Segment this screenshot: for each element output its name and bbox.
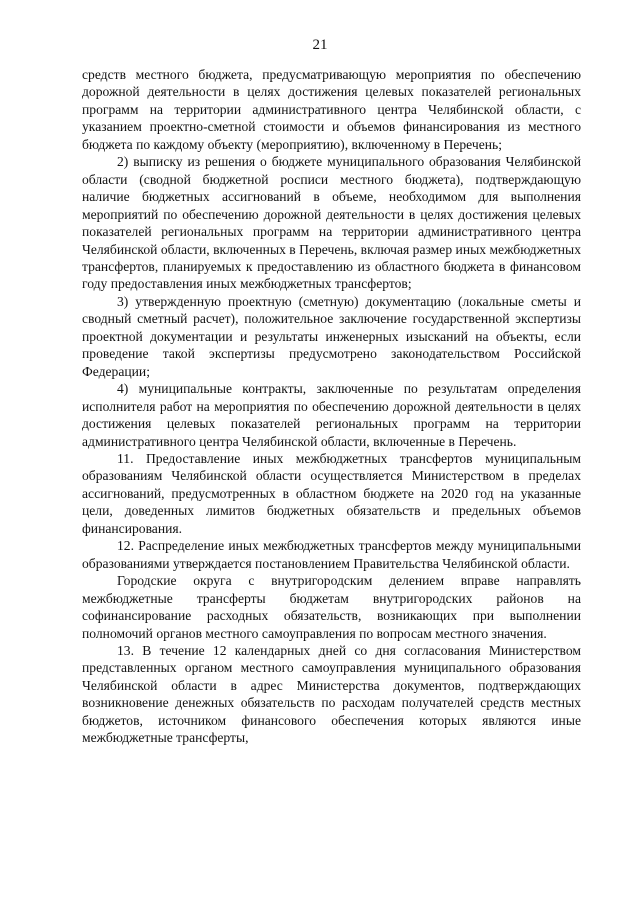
paragraph-section-11: 11. Предоставление иных межбюджетных трансфертов муниципальным образованиям Челябинской области осуществляется Министерством в пределах ассигнований, предусмотренных в областном бюджете на 2020 год на указанные цели, доведенных лимитов бюджетных обязательств и предельных объемов финансирования. xyxy=(82,450,581,536)
paragraph-continuation: средств местного бюджета, предусматривающую мероприятия по обеспечению дорожной деятельности в целях достижения целевых показателей региональных программ на территории административного центра Челябинской области, с указанием проектно-сметной стоимости и объемов финансирования из местного бюджета по каждому объекту (мероприятию), включенному в Перечень; xyxy=(82,67,581,152)
paragraph-item-3: 3) утвержденную проектную (сметную) документацию (локальные сметы и сводный сметный расчет), положительное заключение государственной экспертизы проектной документации и результаты инженерных изысканий на объекты, если проведение такой экспертизы предусмотрено законодательством Российской Федерации; xyxy=(82,293,581,379)
page-number: 21 xyxy=(312,37,328,53)
paragraph-section-12: 12. Распределение иных межбюджетных трансфертов между муниципальными образованиями утверждается постановлением Правительства Челябинской области. xyxy=(82,538,581,571)
paragraph-item-4: 4) муниципальные контракты, заключенные по результатам определения исполнителя работ на мероприятия по обеспечению дорожной деятельности в целях достижения целевых показателей региональных программ на территории административного центра Челябинской области, включенные в Перечень. xyxy=(82,381,581,449)
paragraph-city-districts: Городские округа с внутригородским делением вправе направлять межбюджетные трансферты бюджетам внутригородских районов на софинансирование расходных обязательств, возникающих при выполнении полномочий органов местного самоуправления по вопросам местного значения. xyxy=(82,573,581,641)
paragraph-item-2: 2) выписку из решения о бюджете муниципального образования Челябинской области (сводной бюджетной росписи местного бюджета), подтверждающую наличие бюджетных ассигнований в объеме, необходимом для выполнения мероприятий по обеспечению дорожной деятельности в целях достижения целевых показателей региональных программ на территории административного центра Челябинской области, включенных в Перечень, включая размер иных межбюджетных трансфертов, планируемых к предоставлению из областного бюджета в финансовом году предоставления иных межбюджетных трансфертов; xyxy=(82,154,581,292)
paragraph-section-13: 13. В течение 12 календарных дней со дня согласования Министерством представленных органом местного самоуправления муниципального образования Челябинской области в адрес Министерства документов, подтверждающих возникновение денежных обязательств по расходам получателей средств местных бюджетов, источником финансового обеспечения которых являются иные межбюджетные трансферты, xyxy=(82,642,581,746)
document-body xyxy=(82,66,581,747)
